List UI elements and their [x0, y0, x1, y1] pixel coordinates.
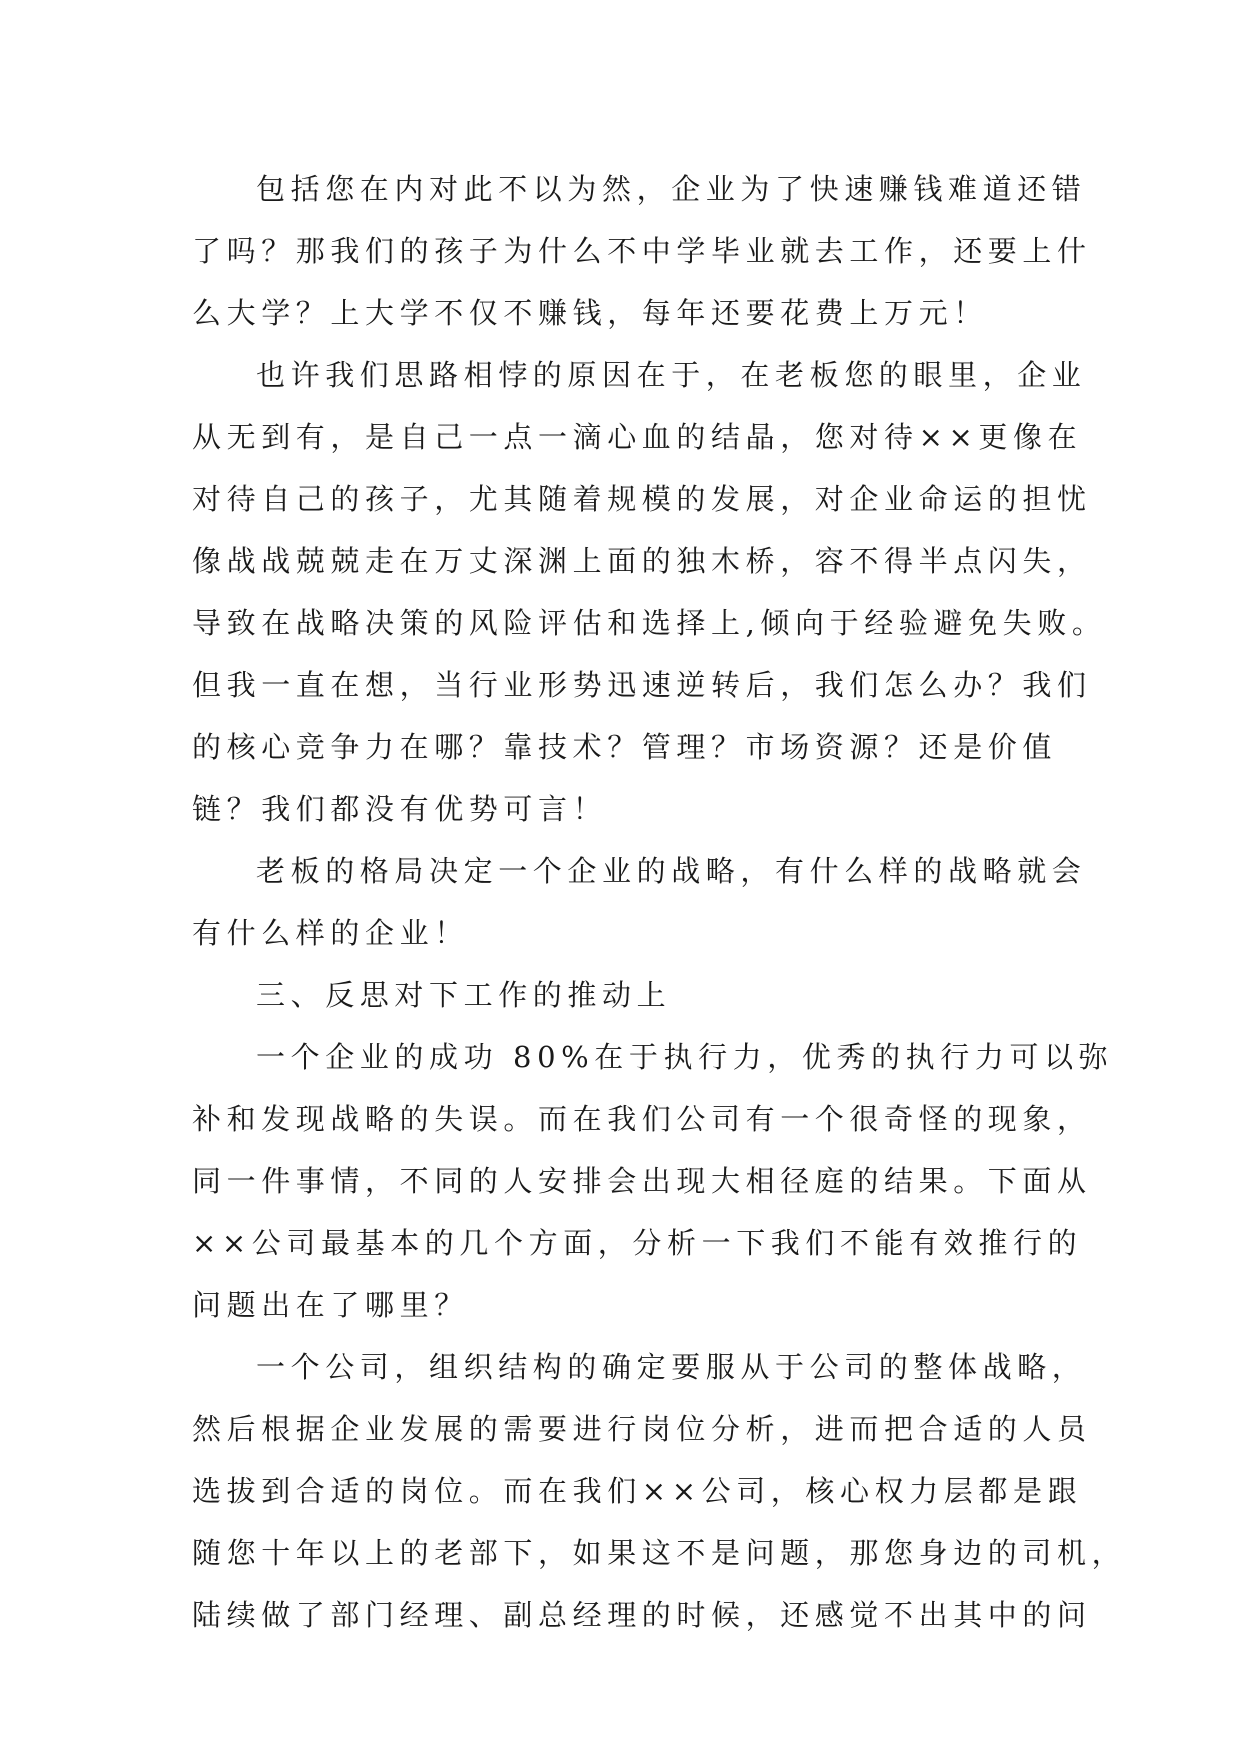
- text-line: 一个企业的成功 80%在于执行力，优秀的执行力可以弥: [256, 1040, 1114, 1074]
- text-line: 一个公司，组织结构的确定要服从于公司的整体战略，: [256, 1350, 1087, 1384]
- text-line: 么大学？上大学不仅不赚钱，每年还要花费上万元！: [192, 296, 988, 330]
- text-line: 补和发现战略的失误。而在我们公司有一个很奇怪的现象，: [192, 1102, 1092, 1136]
- text-line: 随您十年以上的老部下，如果这不是问题，那您身边的司机，: [192, 1536, 1127, 1570]
- text-line: 包括您在内对此不以为然，企业为了快速赚钱难道还错: [256, 172, 1087, 206]
- text-line: 同一件事情，不同的人安排会出现大相径庭的结果。下面从: [192, 1164, 1092, 1198]
- text-line: 的核心竞争力在哪？靠技术？管理？市场资源？还是价值: [192, 730, 1058, 764]
- text-line: 但我一直在想，当行业形势迅速逆转后，我们怎么办？我们: [192, 668, 1092, 702]
- text-line: 选拔到合适的岗位。而在我们××公司，核心权力层都是跟: [192, 1474, 1083, 1508]
- text-line: 对待自己的孩子，尤其随着规模的发展，对企业命运的担忧: [192, 482, 1092, 516]
- text-line: ××公司最基本的几个方面，分析一下我们不能有效推行的: [192, 1226, 1083, 1260]
- text-line: 问题出在了哪里？: [192, 1288, 469, 1322]
- section-heading: 三、反思对下工作的推动上: [256, 978, 672, 1012]
- text-line: 像战战兢兢走在万丈深渊上面的独木桥，容不得半点闪失，: [192, 544, 1092, 578]
- text-line: 有什么样的企业！: [192, 916, 469, 950]
- text-line: 从无到有，是自己一点一滴心血的结晶，您对待××更像在: [192, 420, 1083, 454]
- document-body: [192, 158, 1127, 1646]
- text-line: 也许我们思路相悖的原因在于，在老板您的眼里，企业: [256, 358, 1087, 392]
- text-line: 老板的格局决定一个企业的战略，有什么样的战略就会: [256, 854, 1087, 888]
- text-line: 链？我们都没有优势可言！: [192, 792, 608, 826]
- text-line: 然后根据企业发展的需要进行岗位分析，进而把合适的人员: [192, 1412, 1092, 1446]
- text-line: 陆续做了部门经理、副总经理的时候，还感觉不出其中的问: [192, 1598, 1092, 1632]
- text-line: 了吗？那我们的孩子为什么不中学毕业就去工作，还要上什: [192, 234, 1092, 268]
- text-line: 导致在战略决策的风险评估和选择上,倾向于经验避免失败。: [192, 606, 1107, 640]
